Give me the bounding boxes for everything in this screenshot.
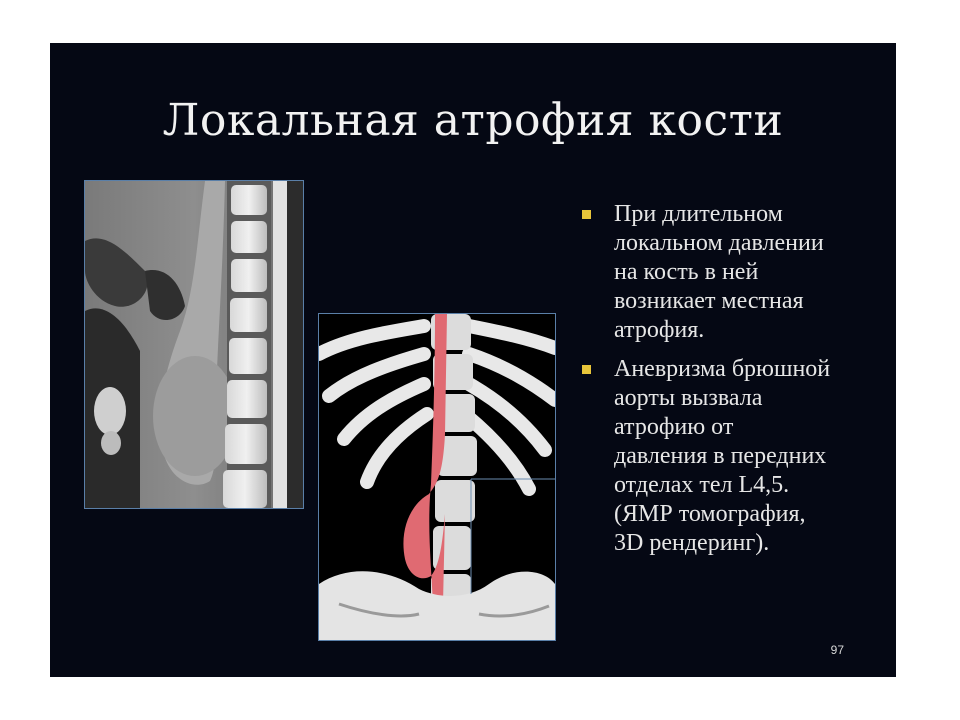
square-bullet-icon [582,210,591,219]
ct-sagittal-illustration [85,181,303,508]
square-bullet-icon [582,365,591,374]
page-number: 97 [830,643,844,657]
bullet-list [577,200,877,568]
ct-sagittal-image [84,180,304,509]
bullet-text-2: Аневризма брюшной аорты вызвала атрофию от давления в передних отделах тел L4,5. (ЯМР томография, 3D рендеринг). [614,356,831,556]
presentation-slide [50,43,896,677]
3d-rendering-illustration [319,314,555,640]
bullet-item-1 [577,200,877,345]
slide-title: Локальная атрофия кости [162,95,784,146]
3d-rendering-image [318,313,556,641]
bullet-item-2 [577,355,877,558]
bullet-text-1: При длительном локальном давлении на кость в ней возникает местная атрофия. [614,201,824,343]
